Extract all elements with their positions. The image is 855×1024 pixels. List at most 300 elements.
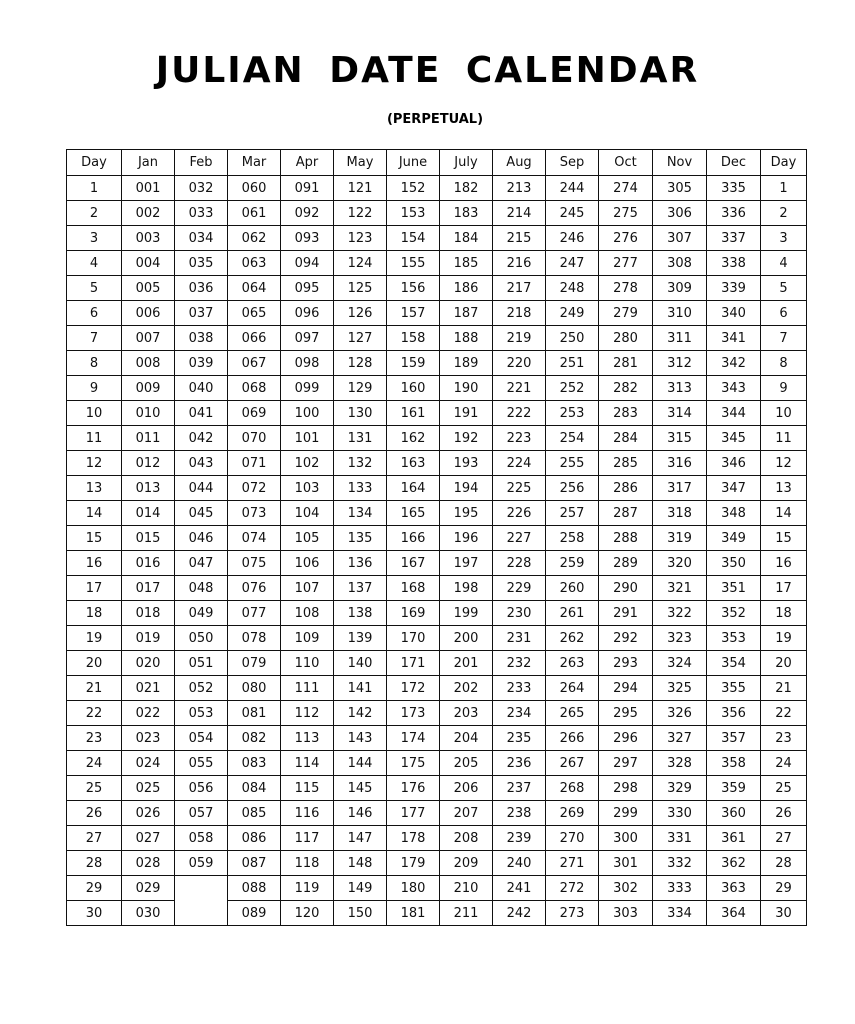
day-cell: 6 [67,301,122,326]
day-cell: 15 [67,526,122,551]
table-row [67,851,807,876]
day-cell: 21 [761,676,807,701]
julian-date-cell: 310 [653,301,707,326]
table-row [67,376,807,401]
table-row [67,751,807,776]
julian-date-cell: 224 [493,451,546,476]
julian-date-cell: 023 [122,726,175,751]
julian-date-cell: 289 [599,551,653,576]
julian-date-cell: 221 [493,376,546,401]
julian-date-cell [175,876,228,901]
table-row [67,901,807,926]
julian-date-cell: 157 [387,301,440,326]
julian-date-cell: 176 [387,776,440,801]
julian-date-cell: 201 [440,651,493,676]
julian-date-cell: 273 [546,901,599,926]
julian-date-cell: 164 [387,476,440,501]
julian-date-cell: 195 [440,501,493,526]
julian-date-cell: 106 [281,551,334,576]
julian-date-cell: 172 [387,676,440,701]
julian-date-cell: 078 [228,626,281,651]
julian-date-cell: 246 [546,226,599,251]
julian-date-cell: 183 [440,201,493,226]
julian-date-cell: 187 [440,301,493,326]
julian-date-cell: 356 [707,701,761,726]
julian-date-cell: 046 [175,526,228,551]
julian-date-cell: 359 [707,776,761,801]
julian-date-cell: 257 [546,501,599,526]
day-cell: 8 [761,351,807,376]
julian-date-cell: 363 [707,876,761,901]
julian-date-cell [175,901,228,926]
day-cell: 6 [761,301,807,326]
julian-date-cell: 258 [546,526,599,551]
julian-date-cell: 011 [122,426,175,451]
julian-date-cell: 109 [281,626,334,651]
julian-date-cell: 269 [546,801,599,826]
julian-date-cell: 170 [387,626,440,651]
julian-date-cell: 264 [546,676,599,701]
julian-date-cell: 192 [440,426,493,451]
table-row [67,651,807,676]
julian-date-cell: 198 [440,576,493,601]
julian-date-cell: 315 [653,426,707,451]
julian-date-cell: 196 [440,526,493,551]
julian-date-cell: 146 [334,801,387,826]
column-header-dec: Dec [707,150,761,176]
julian-date-cell: 068 [228,376,281,401]
column-header-may: May [334,150,387,176]
julian-date-cell: 250 [546,326,599,351]
julian-date-cell: 225 [493,476,546,501]
julian-date-cell: 178 [387,826,440,851]
julian-date-cell: 204 [440,726,493,751]
julian-date-cell: 320 [653,551,707,576]
julian-date-cell: 223 [493,426,546,451]
julian-date-cell: 063 [228,251,281,276]
day-cell: 28 [761,851,807,876]
julian-date-cell: 076 [228,576,281,601]
julian-date-cell: 015 [122,526,175,551]
julian-date-cell: 355 [707,676,761,701]
julian-date-cell: 179 [387,851,440,876]
julian-date-cell: 093 [281,226,334,251]
julian-date-cell: 215 [493,226,546,251]
julian-date-cell: 089 [228,901,281,926]
julian-date-cell: 200 [440,626,493,651]
julian-date-cell: 114 [281,751,334,776]
julian-date-cell: 067 [228,351,281,376]
day-cell: 3 [761,226,807,251]
table-row [67,626,807,651]
julian-date-cell: 253 [546,401,599,426]
julian-date-cell: 080 [228,676,281,701]
julian-date-cell: 049 [175,601,228,626]
julian-date-cell: 230 [493,601,546,626]
table-row [67,526,807,551]
table-body [67,176,807,926]
julian-date-cell: 222 [493,401,546,426]
julian-date-cell: 252 [546,376,599,401]
julian-date-cell: 014 [122,501,175,526]
julian-date-cell: 262 [546,626,599,651]
julian-date-cell: 309 [653,276,707,301]
julian-date-cell: 357 [707,726,761,751]
day-cell: 10 [67,401,122,426]
day-cell: 13 [761,476,807,501]
julian-date-cell: 121 [334,176,387,201]
julian-date-cell: 074 [228,526,281,551]
julian-date-cell: 009 [122,376,175,401]
julian-date-cell: 237 [493,776,546,801]
julian-date-cell: 313 [653,376,707,401]
julian-date-cell: 211 [440,901,493,926]
day-cell: 8 [67,351,122,376]
julian-date-cell: 100 [281,401,334,426]
julian-date-cell: 227 [493,526,546,551]
julian-date-cell: 166 [387,526,440,551]
table-row [67,726,807,751]
day-cell: 29 [67,876,122,901]
table-row [67,676,807,701]
day-cell: 23 [761,726,807,751]
table-row [67,326,807,351]
julian-date-cell: 126 [334,301,387,326]
julian-date-cell: 284 [599,426,653,451]
julian-date-cell: 129 [334,376,387,401]
julian-date-cell: 111 [281,676,334,701]
julian-date-cell: 210 [440,876,493,901]
julian-date-cell: 001 [122,176,175,201]
julian-date-cell: 324 [653,651,707,676]
julian-date-cell: 036 [175,276,228,301]
julian-date-cell: 175 [387,751,440,776]
julian-date-cell: 286 [599,476,653,501]
julian-date-cell: 186 [440,276,493,301]
table-row [67,826,807,851]
julian-date-cell: 115 [281,776,334,801]
table-row [67,476,807,501]
julian-date-cell: 271 [546,851,599,876]
table-row [67,801,807,826]
day-cell: 30 [761,901,807,926]
julian-date-cell: 283 [599,401,653,426]
julian-date-cell: 266 [546,726,599,751]
day-cell: 27 [761,826,807,851]
day-cell: 17 [761,576,807,601]
julian-date-cell: 296 [599,726,653,751]
julian-date-cell: 052 [175,676,228,701]
day-cell: 28 [67,851,122,876]
day-cell: 22 [761,701,807,726]
julian-date-cell: 105 [281,526,334,551]
julian-date-cell: 330 [653,801,707,826]
julian-date-cell: 279 [599,301,653,326]
julian-date-cell: 053 [175,701,228,726]
julian-date-cell: 203 [440,701,493,726]
julian-date-cell: 265 [546,701,599,726]
julian-date-cell: 143 [334,726,387,751]
day-cell: 25 [761,776,807,801]
julian-date-cell: 104 [281,501,334,526]
julian-date-cell: 154 [387,226,440,251]
julian-date-cell: 135 [334,526,387,551]
julian-date-cell: 010 [122,401,175,426]
day-cell: 5 [761,276,807,301]
julian-date-cell: 085 [228,801,281,826]
julian-date-cell: 174 [387,726,440,751]
julian-date-cell: 254 [546,426,599,451]
julian-date-cell: 312 [653,351,707,376]
julian-date-cell: 120 [281,901,334,926]
julian-date-cell: 249 [546,301,599,326]
julian-date-cell: 145 [334,776,387,801]
day-cell: 7 [67,326,122,351]
julian-date-cell: 349 [707,526,761,551]
julian-date-cell: 347 [707,476,761,501]
julian-date-cell: 362 [707,851,761,876]
julian-date-cell: 345 [707,426,761,451]
column-header-jan: Jan [122,150,175,176]
julian-date-cell: 138 [334,601,387,626]
julian-date-cell: 024 [122,751,175,776]
julian-date-cell: 325 [653,676,707,701]
julian-date-cell: 189 [440,351,493,376]
julian-date-cell: 327 [653,726,707,751]
julian-date-cell: 132 [334,451,387,476]
julian-date-cell: 061 [228,201,281,226]
julian-date-cell: 333 [653,876,707,901]
julian-date-cell: 062 [228,226,281,251]
julian-date-cell: 041 [175,401,228,426]
julian-date-cell: 152 [387,176,440,201]
column-header-nov: Nov [653,150,707,176]
julian-date-cell: 083 [228,751,281,776]
day-cell: 16 [67,551,122,576]
day-cell: 27 [67,826,122,851]
julian-date-cell: 057 [175,801,228,826]
julian-date-cell: 338 [707,251,761,276]
julian-date-cell: 163 [387,451,440,476]
julian-date-cell: 148 [334,851,387,876]
julian-date-cell: 341 [707,326,761,351]
julian-date-cell: 328 [653,751,707,776]
julian-date-cell: 133 [334,476,387,501]
julian-date-cell: 332 [653,851,707,876]
julian-date-cell: 287 [599,501,653,526]
julian-date-cell: 108 [281,601,334,626]
julian-date-cell: 288 [599,526,653,551]
julian-date-cell: 043 [175,451,228,476]
julian-date-cell: 116 [281,801,334,826]
julian-date-cell: 026 [122,801,175,826]
julian-date-cell: 096 [281,301,334,326]
table-row [67,601,807,626]
julian-date-cell: 167 [387,551,440,576]
julian-date-cell: 360 [707,801,761,826]
julian-date-cell: 073 [228,501,281,526]
table-row [67,501,807,526]
julian-date-cell: 301 [599,851,653,876]
julian-date-cell: 281 [599,351,653,376]
julian-date-cell: 311 [653,326,707,351]
julian-date-cell: 209 [440,851,493,876]
julian-date-cell: 270 [546,826,599,851]
julian-date-cell: 027 [122,826,175,851]
julian-date-cell: 156 [387,276,440,301]
julian-date-cell: 181 [387,901,440,926]
julian-date-cell: 245 [546,201,599,226]
julian-date-cell: 336 [707,201,761,226]
day-cell: 26 [67,801,122,826]
julian-date-cell: 141 [334,676,387,701]
julian-date-cell: 184 [440,226,493,251]
julian-date-cell: 051 [175,651,228,676]
julian-date-cell: 331 [653,826,707,851]
day-cell: 18 [67,601,122,626]
julian-date-cell: 208 [440,826,493,851]
julian-date-cell: 329 [653,776,707,801]
julian-date-cell: 119 [281,876,334,901]
julian-date-cell: 260 [546,576,599,601]
julian-date-cell: 316 [653,451,707,476]
julian-date-cell: 267 [546,751,599,776]
julian-date-cell: 280 [599,326,653,351]
julian-date-cell: 256 [546,476,599,501]
day-cell: 1 [67,176,122,201]
julian-date-cell: 099 [281,376,334,401]
julian-date-cell: 220 [493,351,546,376]
julian-date-cell: 092 [281,201,334,226]
julian-date-cell: 140 [334,651,387,676]
julian-date-cell: 118 [281,851,334,876]
page-title: JULIAN DATE CALENDAR [155,50,700,91]
day-cell: 11 [67,426,122,451]
julian-date-cell: 022 [122,701,175,726]
julian-date-cell: 278 [599,276,653,301]
table-row [67,226,807,251]
column-header-july: July [440,150,493,176]
julian-date-cell: 084 [228,776,281,801]
table-row [67,876,807,901]
julian-date-cell: 268 [546,776,599,801]
day-cell: 3 [67,226,122,251]
julian-date-cell: 082 [228,726,281,751]
julian-date-cell: 348 [707,501,761,526]
julian-date-cell: 314 [653,401,707,426]
julian-date-cell: 117 [281,826,334,851]
column-header-mar: Mar [228,150,281,176]
julian-date-cell: 103 [281,476,334,501]
julian-date-cell: 161 [387,401,440,426]
julian-date-cell: 042 [175,426,228,451]
day-cell: 2 [761,201,807,226]
julian-date-cell: 122 [334,201,387,226]
julian-date-cell: 275 [599,201,653,226]
julian-date-cell: 038 [175,326,228,351]
julian-date-cell: 102 [281,451,334,476]
julian-date-cell: 306 [653,201,707,226]
julian-date-cell: 159 [387,351,440,376]
day-cell: 7 [761,326,807,351]
julian-date-cell: 319 [653,526,707,551]
julian-date-cell: 039 [175,351,228,376]
julian-date-cell: 344 [707,401,761,426]
column-header-aug: Aug [493,150,546,176]
julian-date-cell: 137 [334,576,387,601]
julian-date-cell: 040 [175,376,228,401]
julian-date-cell: 300 [599,826,653,851]
julian-date-cell: 216 [493,251,546,276]
julian-date-cell: 110 [281,651,334,676]
day-cell: 29 [761,876,807,901]
julian-date-cell: 334 [653,901,707,926]
julian-date-cell: 343 [707,376,761,401]
column-header-day-right: Day [761,150,807,176]
julian-date-cell: 361 [707,826,761,851]
julian-date-cell: 002 [122,201,175,226]
julian-date-cell: 171 [387,651,440,676]
julian-date-cell: 144 [334,751,387,776]
julian-date-cell: 003 [122,226,175,251]
julian-date-cell: 029 [122,876,175,901]
julian-date-cell: 077 [228,601,281,626]
julian-date-cell: 308 [653,251,707,276]
table-row [67,301,807,326]
page-subtitle: (PERPETUAL) [386,112,484,127]
julian-date-cell: 101 [281,426,334,451]
julian-date-cell: 282 [599,376,653,401]
column-header-feb: Feb [175,150,228,176]
julian-date-cell: 285 [599,451,653,476]
julian-date-cell: 321 [653,576,707,601]
day-cell: 23 [67,726,122,751]
julian-date-cell: 160 [387,376,440,401]
table-row [67,176,807,201]
julian-date-cell: 242 [493,901,546,926]
julian-date-cell: 277 [599,251,653,276]
julian-date-cell: 263 [546,651,599,676]
julian-date-cell: 303 [599,901,653,926]
julian-date-cell: 217 [493,276,546,301]
julian-date-cell: 075 [228,551,281,576]
julian-date-cell: 028 [122,851,175,876]
julian-date-cell: 235 [493,726,546,751]
day-cell: 16 [761,551,807,576]
day-cell: 25 [67,776,122,801]
julian-date-cell: 234 [493,701,546,726]
table-row [67,401,807,426]
day-cell: 11 [761,426,807,451]
julian-date-cell: 352 [707,601,761,626]
julian-date-cell: 016 [122,551,175,576]
julian-date-cell: 197 [440,551,493,576]
julian-date-cell: 244 [546,176,599,201]
julian-date-cell: 317 [653,476,707,501]
julian-date-cell: 346 [707,451,761,476]
julian-date-cell: 292 [599,626,653,651]
column-header-june: June [387,150,440,176]
table-row [67,551,807,576]
julian-date-cell: 358 [707,751,761,776]
day-cell: 24 [761,751,807,776]
julian-date-cell: 004 [122,251,175,276]
julian-date-cell: 050 [175,626,228,651]
day-cell: 24 [67,751,122,776]
julian-date-cell: 112 [281,701,334,726]
julian-date-cell: 350 [707,551,761,576]
julian-date-cell: 007 [122,326,175,351]
